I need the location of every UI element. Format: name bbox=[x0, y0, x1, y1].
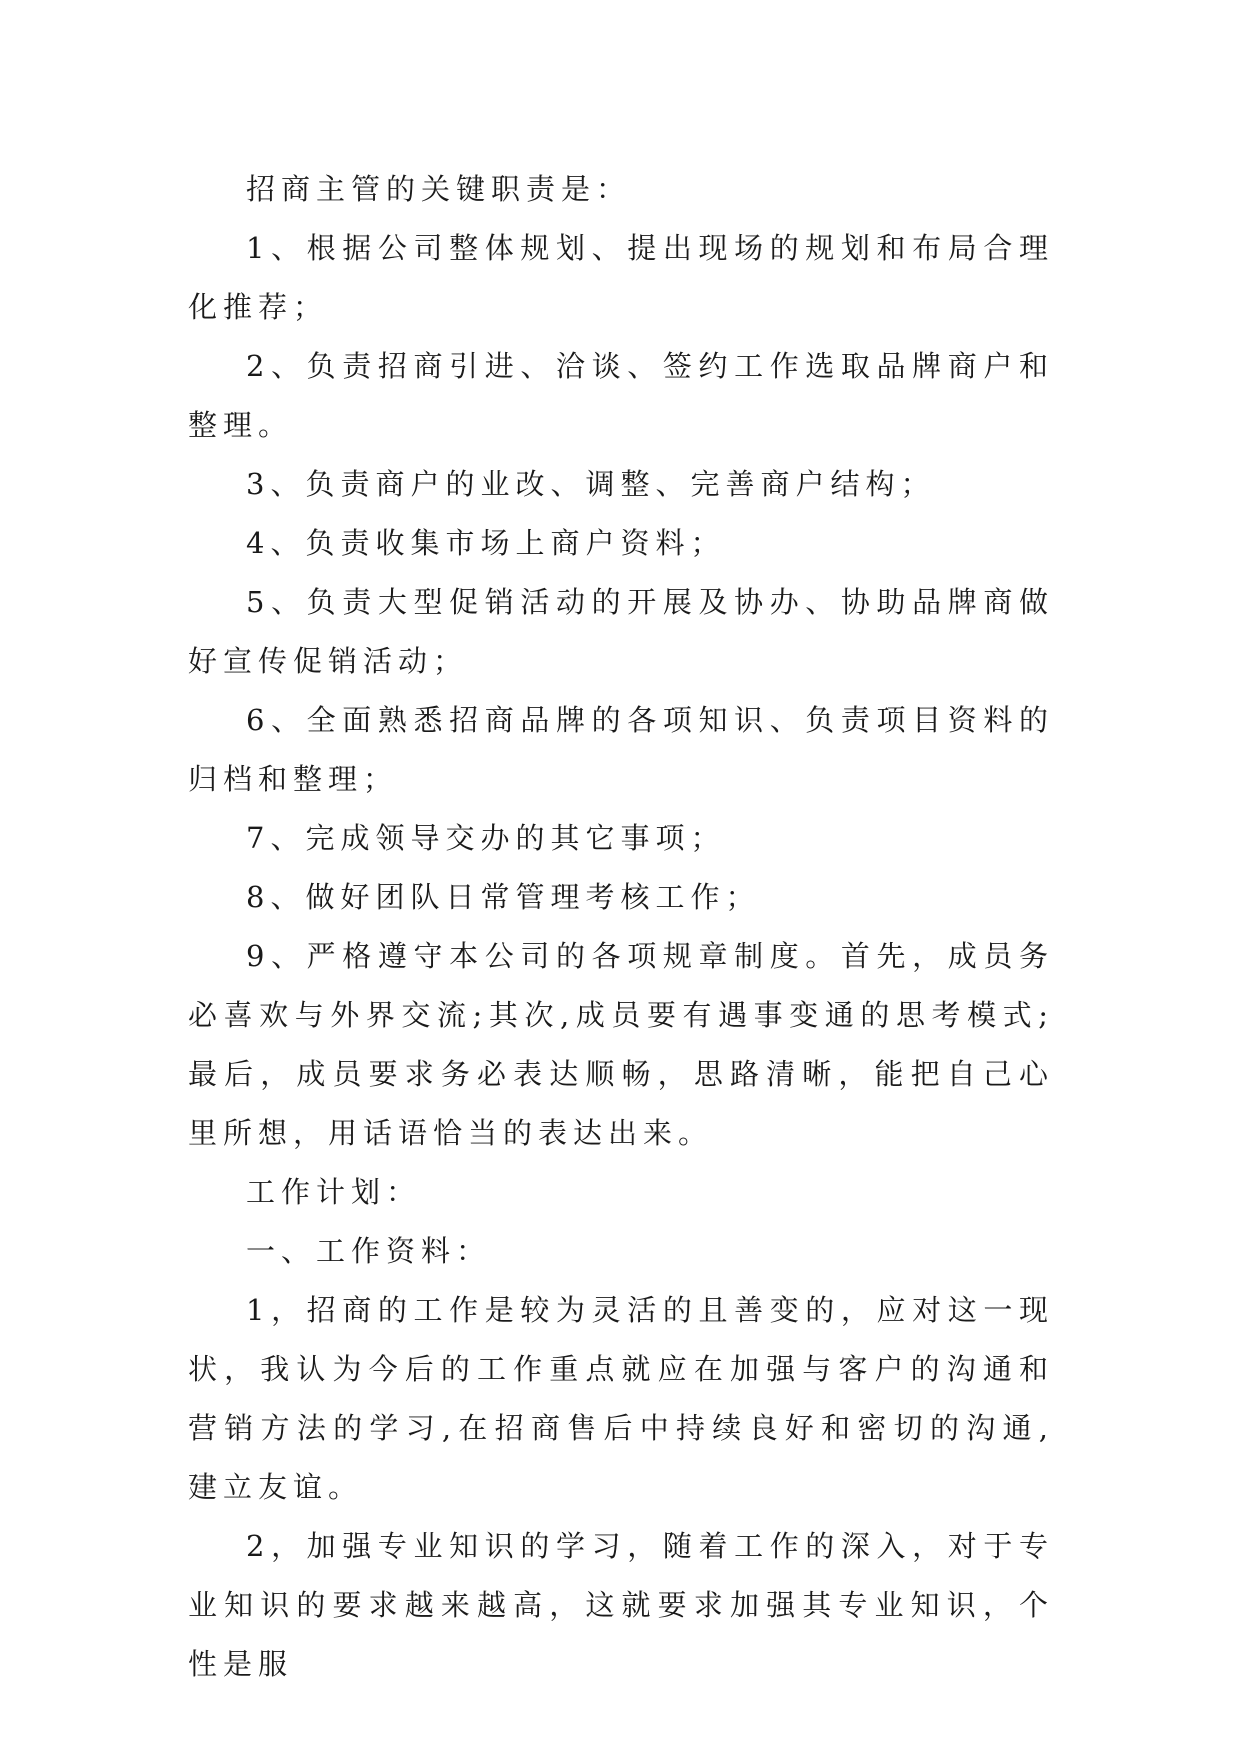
document-body bbox=[188, 160, 1054, 1694]
paragraph-duty-6: 6、全面熟悉招商品牌的各项知识、负责项目资料的归档和整理； bbox=[188, 703, 1054, 796]
paragraph-work-plan-heading: 工作计划： bbox=[246, 1175, 422, 1209]
paragraph-duty-3: 3、负责商户的业改、调整、完善商户结构； bbox=[246, 467, 936, 501]
paragraph-duties-heading: 招商主管的关键职责是： bbox=[246, 172, 632, 206]
paragraph-duty-8: 8、做好团队日常管理考核工作； bbox=[246, 880, 761, 914]
paragraph-plan-item-2: 2，加强专业知识的学习，随着工作的深入，对于专业知识的要求越来越高，这就要求加强其专业知识，个性是服 bbox=[188, 1529, 1054, 1681]
paragraph-duty-4: 4、负责收集市场上商户资料； bbox=[246, 526, 726, 560]
paragraph-plan-item-1: 1，招商的工作是较为灵活的且善变的，应对这一现状，我认为今后的工作重点就应在加强与客户的沟通和营销方法的学习,在招商售后中持续良好和密切的沟通,建立友谊。 bbox=[188, 1293, 1054, 1504]
paragraph-duty-2: 2、负责招商引进、洽谈、签约工作选取品牌商户和整理。 bbox=[188, 349, 1054, 442]
paragraph-duty-5: 5、负责大型促销活动的开展及协办、协助品牌商做好宣传促销活动； bbox=[188, 585, 1054, 678]
paragraph-duty-9: 9、严格遵守本公司的各项规章制度。首先，成员务必喜欢与外界交流;其次,成员要有遇事变通的思考模式;最后，成员要求务必表达顺畅，思路清晰，能把自己心里所想，用话语恰当的表达出来。 bbox=[188, 939, 1054, 1150]
paragraph-duty-1: 1、根据公司整体规划、提出现场的规划和布局合理化推荐； bbox=[188, 231, 1054, 324]
paragraph-duty-7: 7、完成领导交办的其它事项； bbox=[246, 821, 726, 855]
paragraph-section-one-heading: 一、工作资料： bbox=[246, 1234, 492, 1268]
